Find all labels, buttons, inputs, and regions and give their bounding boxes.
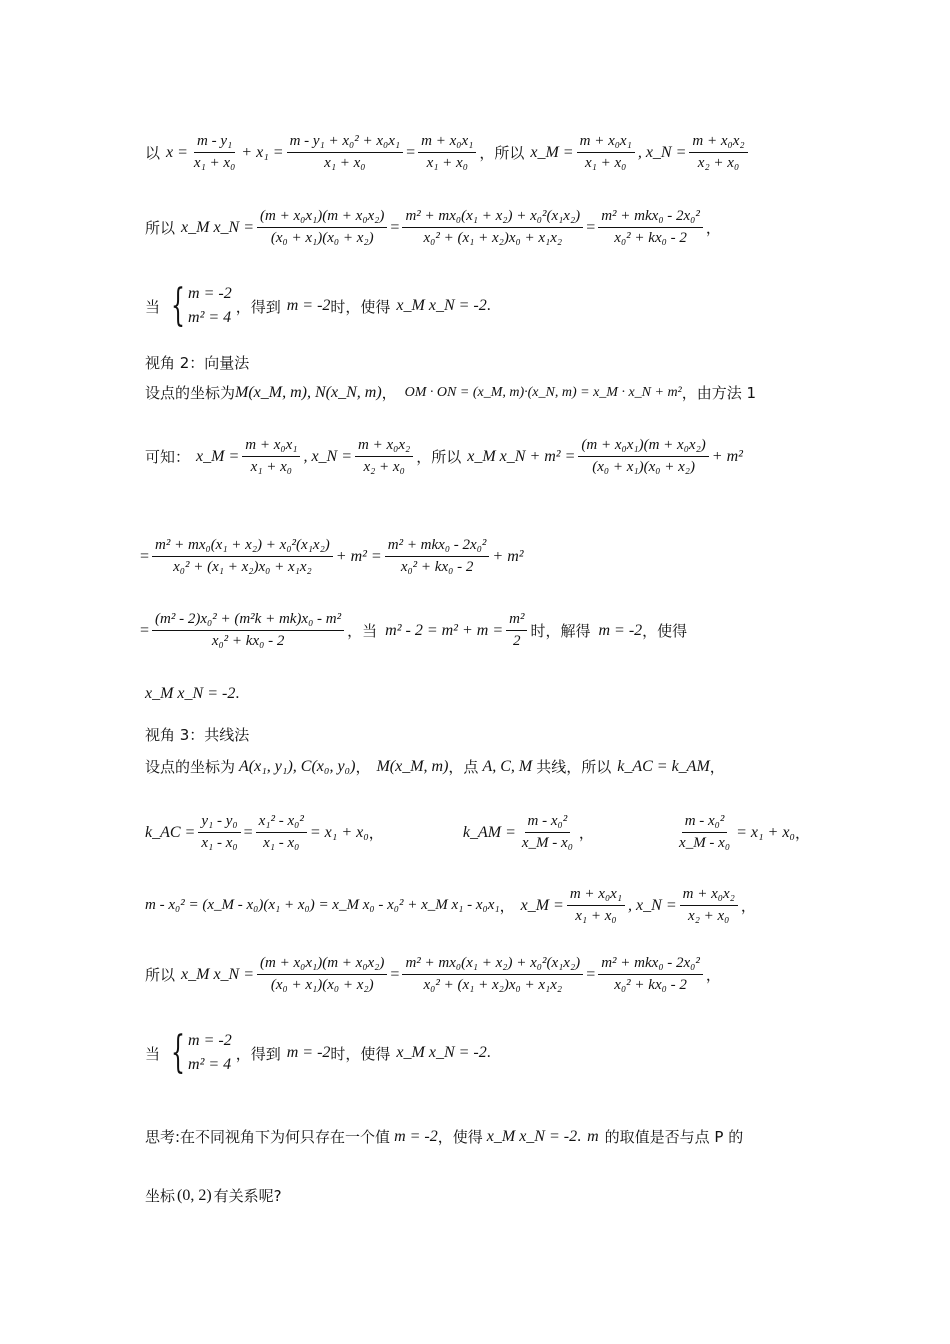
text: ，使得 bbox=[642, 622, 688, 640]
math-text: = bbox=[140, 621, 150, 639]
fraction: $\frac{\text{m² + mkx₀ - 2x₀²}}{\text{x₀² + kx₀ - 2}}$ bbox=[385, 537, 490, 576]
math-text: + m² bbox=[711, 447, 743, 465]
text: ，当 bbox=[347, 622, 378, 640]
fraction: $\frac{\text{y₁ - y₀}}{\text{x₁ - x₀}}$ bbox=[198, 813, 240, 852]
math-text: x_M x_N = -2 bbox=[145, 685, 236, 702]
math-lhs: x_M x_N = bbox=[181, 965, 255, 983]
text: 时，解得 bbox=[530, 622, 591, 640]
text: ，得到 bbox=[235, 1044, 281, 1063]
text-punct: ， bbox=[499, 897, 515, 915]
math-text: M(x_M, m) bbox=[376, 757, 449, 775]
math-text: + x₁ = bbox=[241, 143, 284, 161]
question-line-2 bbox=[145, 1185, 810, 1206]
math-text: + m² bbox=[492, 547, 524, 565]
math-text: = bbox=[140, 547, 150, 565]
equation-system: { m = -2 m² = 4 bbox=[171, 1027, 232, 1078]
equation-line-6 bbox=[145, 437, 810, 476]
fraction: $\frac{\text{m² + mx₀(x₁ + x₂) + x₀²(x₁x₂)}}{\text{x₀² + (x₁ + x₂)x₀ + x₁x₂}}$ bbox=[402, 208, 583, 247]
equation-system: { m = -2 m² = 4 bbox=[171, 280, 232, 331]
math-text: m bbox=[587, 1127, 599, 1145]
text: 坐标 bbox=[145, 1187, 176, 1205]
text-punct: ， bbox=[578, 824, 594, 842]
math-text: k_AC = bbox=[145, 823, 196, 841]
fraction: $\frac{\text{m + x₀x₁}}{\text{x₁ + x₀}}$ bbox=[418, 133, 476, 172]
section-heading-2: 视角 2：向量法 bbox=[145, 354, 250, 372]
math-text: m² - 2 = m² + m = bbox=[385, 621, 504, 639]
math-text: m = -2 bbox=[598, 621, 643, 639]
text: 时，使得 bbox=[330, 297, 391, 316]
fraction: $\frac{\text{m + x₀x₂}}{\text{x₂ + x₀}}$ bbox=[680, 886, 738, 925]
section-heading-3: 视角 3：共线法 bbox=[145, 726, 250, 744]
text-punct: ， bbox=[368, 824, 384, 842]
math-text: = bbox=[586, 965, 596, 983]
fraction: $\frac{\text{m - y₁}}{\text{x₁ + x₀}}$ bbox=[193, 133, 236, 171]
math-text: = bbox=[406, 143, 416, 161]
equation-line-8 bbox=[140, 611, 810, 650]
text: 有关系呢? bbox=[213, 1187, 282, 1205]
math-text: , x_N = bbox=[628, 896, 677, 914]
equation-line-13 bbox=[145, 886, 810, 925]
text-punct: . bbox=[577, 1127, 582, 1145]
text-prefix: 可知： bbox=[145, 448, 191, 466]
fraction: $\frac{\text{m - x₀²}}{\text{x\_M - x₀}}$ bbox=[521, 813, 573, 851]
equation-line-2 bbox=[145, 208, 810, 247]
question-line-1 bbox=[145, 1126, 810, 1147]
text: ，所以 bbox=[416, 448, 462, 466]
math-text: = bbox=[243, 823, 253, 841]
math-text: x_M = bbox=[520, 896, 564, 914]
text-prefix: 当 bbox=[145, 1044, 161, 1063]
text: ，点 bbox=[448, 758, 479, 776]
math-text: x_M = bbox=[196, 447, 240, 465]
text-prefix: 以 bbox=[145, 144, 161, 162]
fraction: $\frac{\text{x₁² - x₀²}}{\text{x₁ - x₀}}$ bbox=[256, 813, 307, 852]
math-text: m = -2 bbox=[286, 297, 331, 314]
fraction: $\frac{\text{(m² - 2)x₀² + (m²k + mk)x₀ - m²}}{\text{x₀² + kx₀ - 2}}$ bbox=[152, 611, 344, 650]
math-text: k_AM = bbox=[462, 823, 516, 841]
math-text: , x_N = bbox=[637, 143, 687, 161]
equation-line-9 bbox=[145, 685, 810, 703]
text-punct: ， bbox=[794, 824, 810, 842]
math-text: m = -2 bbox=[286, 1044, 331, 1061]
equation-line-11 bbox=[145, 756, 810, 777]
text-punct: . bbox=[486, 1044, 491, 1061]
text-punct: ， bbox=[355, 758, 371, 776]
math-text: , x_N = bbox=[303, 447, 353, 465]
fraction: $\frac{\text{m² + mx₀(x₁ + x₂) + x₀²(x₁x₂)}}{\text{x₀² + (x₁ + x₂)x₀ + x₁x₂}}$ bbox=[152, 537, 333, 576]
math-text: A(x₁, y₁), C(x₀, y₀) bbox=[239, 757, 356, 775]
fraction: $\frac{\text{(m + x₀x₁)(m + x₀x₂)}}{\text{(x₀ + x₁)(x₀ + x₂)}}$ bbox=[257, 955, 387, 994]
text: ，得到 bbox=[235, 297, 281, 316]
math-text: x_M x_N + m² = bbox=[467, 447, 576, 465]
math-text: = bbox=[390, 218, 400, 236]
equation-line-15 bbox=[145, 1027, 810, 1078]
text: 设点的坐标为 bbox=[145, 758, 236, 776]
text-prefix: 当 bbox=[145, 297, 161, 316]
fraction: $\frac{\text{m + x₀x₂}}{\text{x₂ + x₀}}$ bbox=[689, 133, 747, 172]
fraction: $\frac{\text{m² + mx₀(x₁ + x₂) + x₀²(x₁x₂)}}{\text{x₀² + (x₁ + x₂)x₀ + x₁x₂}}$ bbox=[402, 955, 583, 994]
math-text: x_M x_N = -2 bbox=[486, 1127, 578, 1145]
fraction: $\frac{\text{m + x₀x₁}}{\text{x₁ + x₀}}$ bbox=[577, 133, 635, 172]
fraction: $\frac{\text{m²}}{2}$ bbox=[506, 611, 527, 650]
math-text: x_M x_N = -2 bbox=[396, 297, 487, 314]
text: ，由方法 1 bbox=[681, 384, 757, 402]
fraction: $\frac{\text{(m + x₀x₁)(m + x₀x₂)}}{\text{(x₀ + x₁)(x₀ + x₂)}}$ bbox=[257, 208, 387, 247]
equation-line-14 bbox=[145, 955, 810, 994]
equation-line-7 bbox=[140, 537, 810, 576]
math-text: = x₁ + x₀ bbox=[736, 823, 795, 841]
fraction: $\frac{\text{m² + mkx₀ - 2x₀²}}{\text{x₀² + kx₀ - 2}}$ bbox=[598, 208, 703, 247]
text-punct: ， bbox=[381, 384, 397, 402]
text-punct: . bbox=[235, 685, 240, 702]
text-punct: . bbox=[486, 297, 491, 314]
math-lhs: x = bbox=[166, 143, 188, 161]
math-text: m - x₀² = (x_M - x₀)(x₁ + x₀) = x_M x₀ - x₀² + x_M x₁ - x₀x₁ bbox=[145, 897, 500, 913]
fraction: $\frac{\text{m + x₀x₂}}{\text{x₂ + x₀}}$ bbox=[355, 437, 413, 476]
math-text: x_M = bbox=[530, 143, 574, 161]
math-lhs: x_M x_N = bbox=[181, 218, 255, 236]
text-prefix: 所以 bbox=[145, 219, 176, 237]
text-punct: ， bbox=[740, 897, 756, 915]
fraction: $\frac{\text{(m + x₀x₁)(m + x₀x₂)}}{\text{(x₀ + x₁)(x₀ + x₂)}}$ bbox=[578, 437, 708, 476]
math-vector-equation: OM · ON = (x_M, m)·(x_N, m) = x_M · x_N + m² bbox=[404, 384, 682, 400]
math-text: + m² = bbox=[335, 547, 382, 565]
text: ，使得 bbox=[437, 1128, 483, 1146]
fraction: $\frac{\text{m - y₁ + x₀² + x₀x₁}}{\text{x₁ + x₀}}$ bbox=[287, 133, 404, 172]
equation-line-3 bbox=[145, 280, 810, 331]
fraction: $\frac{\text{m + x₀x₁}}{\text{x₁ + x₀}}$ bbox=[567, 886, 625, 925]
math-text: = x₁ + x₀ bbox=[309, 823, 369, 841]
math-text: = bbox=[390, 965, 400, 983]
equation-line-5 bbox=[145, 382, 810, 403]
equation-line-12 bbox=[145, 813, 810, 852]
text-punct: ， bbox=[705, 966, 721, 984]
math-text: m = -2 bbox=[394, 1127, 438, 1145]
math-text: k_AC = k_AM bbox=[617, 757, 710, 775]
equation-line-1 bbox=[145, 133, 810, 172]
text-prefix: 所以 bbox=[145, 966, 176, 984]
math-text: = bbox=[586, 218, 596, 236]
text: 思考:在不同视角下为何只存在一个值 bbox=[145, 1128, 391, 1146]
text: 时，使得 bbox=[330, 1044, 391, 1063]
math-text: x_M x_N = -2 bbox=[396, 1044, 487, 1061]
text-punct: ， bbox=[709, 758, 725, 776]
text: 的取值是否与点 P 的 bbox=[604, 1128, 744, 1146]
text: 设点的坐标为 bbox=[145, 384, 236, 402]
text-sep: ，所以 bbox=[479, 144, 525, 162]
fraction: $\frac{\text{m + x₀x₁}}{\text{x₁ + x₀}}$ bbox=[242, 437, 300, 476]
math-text: M(x_M, m), N(x_N, m) bbox=[235, 383, 382, 401]
fraction: $\frac{\text{m - x₀²}}{\text{x\_M - x₀}}$ bbox=[679, 813, 731, 851]
text: 共线，所以 bbox=[536, 758, 612, 776]
fraction: $\frac{\text{m² + mkx₀ - 2x₀²}}{\text{x₀² + kx₀ - 2}}$ bbox=[598, 955, 703, 994]
text-punct: ， bbox=[705, 219, 721, 237]
math-text: A, C, M bbox=[482, 757, 533, 775]
math-text: (0, 2) bbox=[177, 1186, 212, 1204]
